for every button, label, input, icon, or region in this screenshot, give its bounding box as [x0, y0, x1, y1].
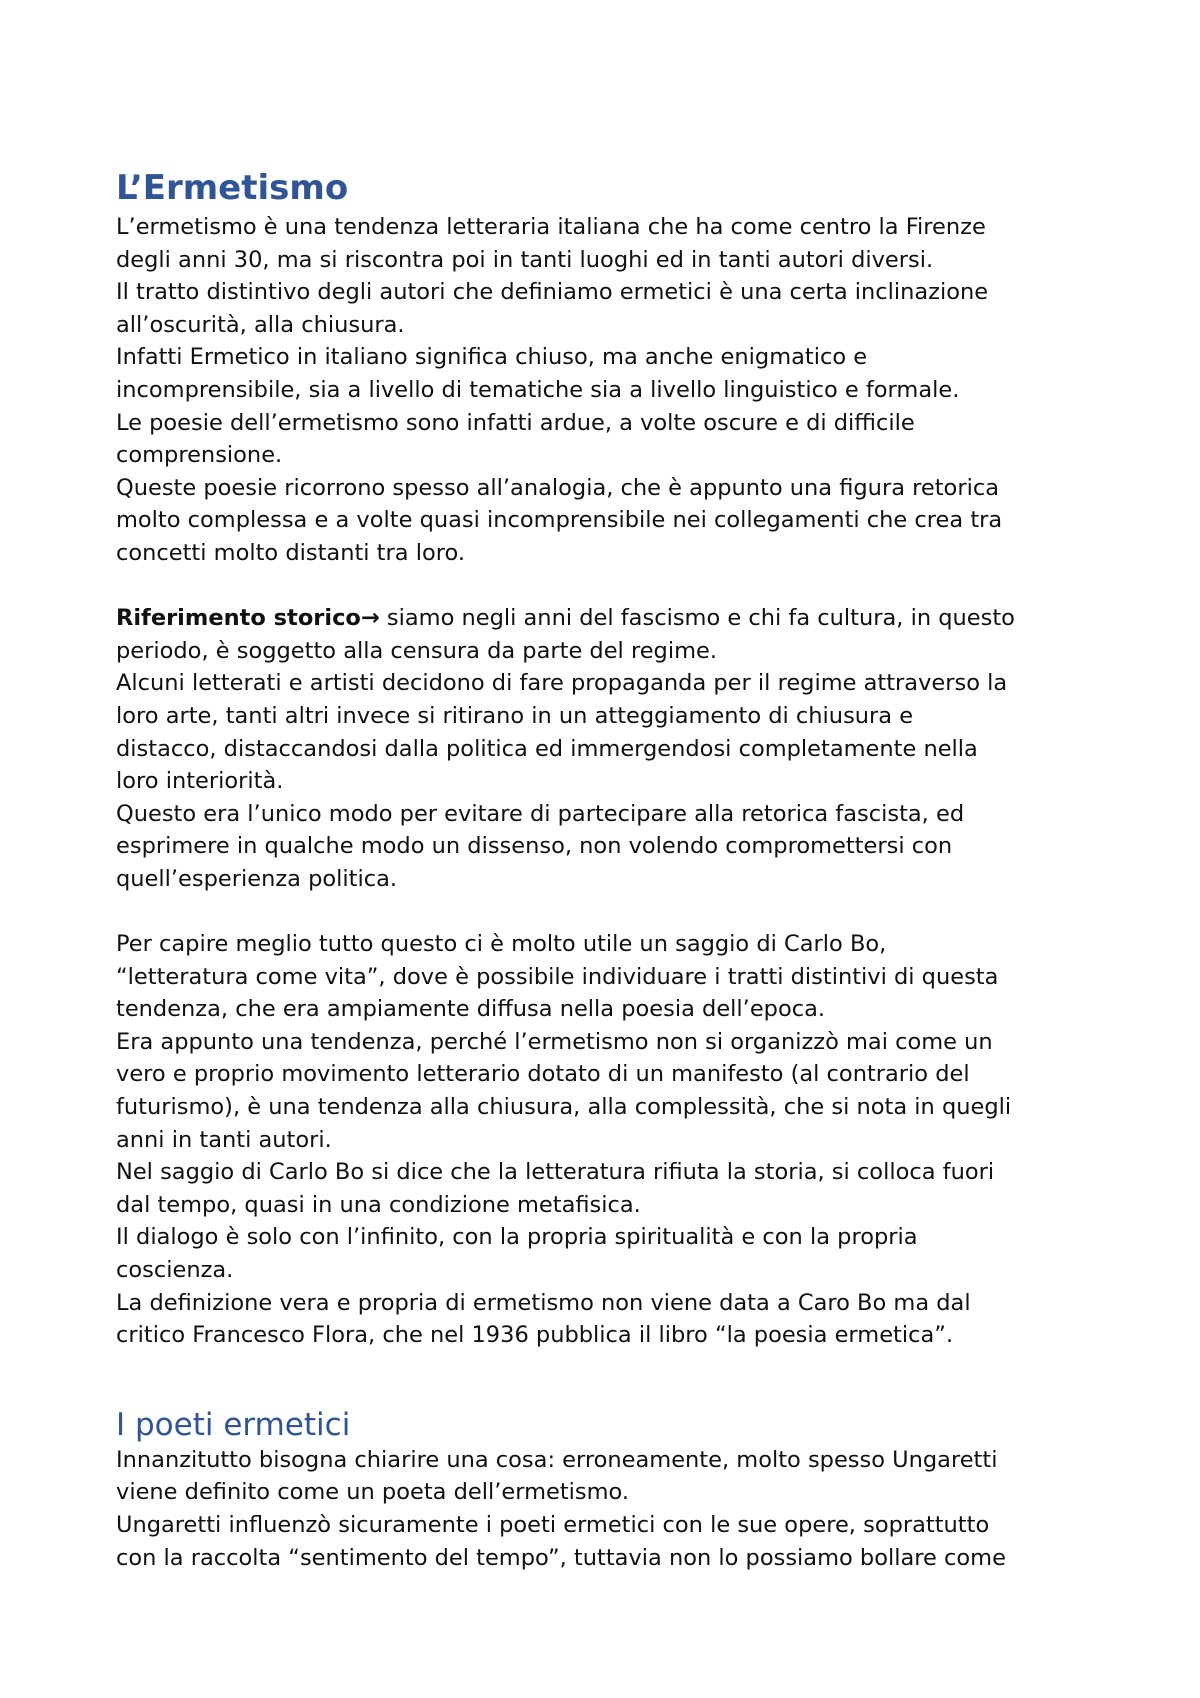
text-line: con la raccolta “sentimento del tempo”, tuttavia non lo possiamo bollare come — [116, 1544, 1006, 1571]
text-line — [116, 602, 1116, 635]
text-line: L’ermetismo è una tendenza letteraria italiana che ha come centro la Firenze — [116, 214, 986, 240]
paragraph-historical-reference — [116, 602, 1116, 895]
paragraph-poets — [116, 1444, 1116, 1574]
text-line: coscienza. — [116, 1257, 234, 1283]
text-line: loro arte, tanti altri invece si ritirano in un atteggiamento di chiusura e — [116, 702, 914, 729]
text-line: La definizione vera e propria di ermetismo non viene data a Caro Bo ma dal — [116, 1289, 971, 1316]
text-line: Nel saggio di Carlo Bo si dice che la letteratura rifiuta la storia, si colloca fuori — [116, 1159, 995, 1186]
paragraph-intro — [116, 211, 1116, 570]
text-line: quell’esperienza politica. — [116, 865, 398, 892]
page-title: L’Ermetismo — [116, 168, 349, 208]
text-line: anni in tanti autori. — [116, 1126, 332, 1153]
text-line: vero e proprio movimento letterario dotato di un manifesto (al contrario del — [116, 1061, 970, 1088]
text-line: Alcuni letterati e artisti decidono di fare propaganda per il regime attraverso la — [116, 670, 1008, 697]
text-line: all’oscurità, alla chiusura. — [116, 311, 405, 338]
text-line: Il tratto distintivo degli autori che definiamo ermetici è una certa inclinazione — [116, 279, 989, 306]
text-line: Questo era l’unico modo per evitare di partecipare alla retorica fascista, ed — [116, 800, 965, 827]
text-line: loro interiorità. — [116, 768, 284, 795]
bold-label: Riferimento storico→ — [116, 605, 380, 632]
text-line: tendenza, che era ampiamente diffusa nella poesia dell’epoca. — [116, 996, 826, 1023]
text-line: “letteratura come vita”, dove è possibile individuare i tratti distintivi di questa — [116, 963, 999, 990]
paragraph-carlo-bo — [116, 928, 1116, 1352]
text-line: futurismo), è una tendenza alla chiusura, alla complessità, che si nota in quegli — [116, 1094, 1012, 1121]
text-line: Queste poesie ricorrono spesso all’analogia, che è appunto una figura retorica — [116, 474, 999, 501]
text-line: Infatti Ermetico in italiano significa chiuso, ma anche enigmatico e — [116, 344, 868, 371]
text-line: dal tempo, quasi in una condizione metafisica. — [116, 1191, 641, 1218]
text-line: Ungaretti influenzò sicuramente i poeti ermetici con le sue opere, soprattutto — [116, 1511, 990, 1538]
text-line: Innanzitutto bisogna chiarire una cosa: erroneamente, molto spesso Ungaretti — [116, 1446, 998, 1473]
text-line: degli anni 30, ma si riscontra poi in tanti luoghi ed in tanti autori diversi. — [116, 246, 934, 273]
text-line: periodo, è soggetto alla censura da parte del regime. — [116, 637, 718, 664]
text-run: siamo negli anni del fascismo e chi fa cultura, in questo — [379, 605, 1015, 632]
text-line: Per capire meglio tutto questo ci è molto utile un saggio di Carlo Bo, — [116, 931, 887, 958]
text-line: distacco, distaccandosi dalla politica ed immergendosi completamente nella — [116, 735, 978, 762]
text-line: comprensione. — [116, 442, 283, 469]
text-line: Era appunto una tendenza, perché l’ermetismo non si organizzò mai come un — [116, 1028, 993, 1055]
text-line: Il dialogo è solo con l’infinito, con la propria spiritualità e con la propria — [116, 1224, 918, 1251]
text-line: Le poesie dell’ermetismo sono infatti ardue, a volte oscure e di difficile — [116, 409, 915, 436]
section-heading: I poeti ermetici — [116, 1406, 351, 1443]
text-line: molto complessa e a volte quasi incomprensibile nei collegamenti che crea tra — [116, 507, 1003, 534]
spacer — [116, 570, 1116, 603]
text-line: concetti molto distanti tra loro. — [116, 539, 465, 566]
text-line: incomprensibile, sia a livello di tematiche sia a livello linguistico e formale. — [116, 376, 960, 403]
text-line: esprimere in qualche modo un dissenso, non volendo compromettersi con — [116, 833, 953, 860]
document-page — [116, 168, 1116, 1574]
spacer — [116, 1352, 1116, 1406]
text-line: viene definito come un poeta dell’ermetismo. — [116, 1479, 630, 1506]
text-line: critico Francesco Flora, che nel 1936 pubblica il libro “la poesia ermetica”. — [116, 1322, 954, 1349]
spacer — [116, 895, 1116, 928]
